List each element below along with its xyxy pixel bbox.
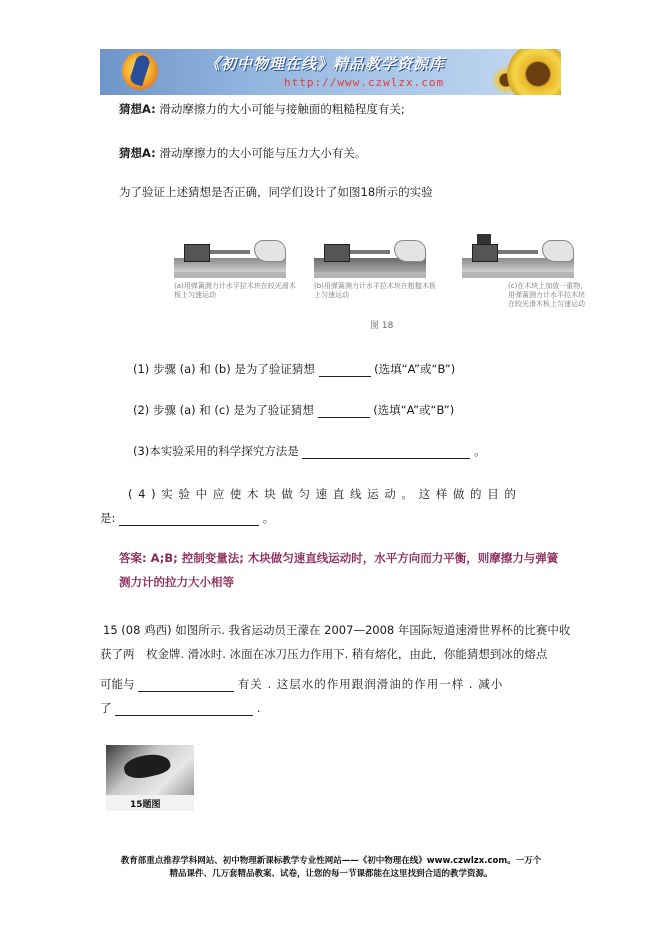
figure-caption: (c)在木块上加放一重物，用弹簧测力计水平拉木块在较光滑木板上匀速运动: [508, 282, 588, 308]
figure-caption: (a)用弹簧测力计水平拉木块在较光滑木板上匀速运动: [174, 282, 296, 299]
wood-block: [472, 244, 498, 262]
spring-scale: [210, 250, 250, 254]
hand-icon: [394, 240, 426, 262]
hypothesis-text: 滑动摩擦力的大小可能与接触面的粗糙程度有关;: [159, 102, 405, 116]
answer-blank[interactable]: [318, 417, 370, 418]
answer-block: [119, 546, 561, 594]
header-banner: [100, 49, 561, 95]
skater-photo: [106, 745, 194, 811]
question-end: 。: [262, 511, 275, 525]
answer-label: 答案:: [119, 551, 147, 565]
photo-caption: 15题图: [130, 800, 161, 810]
figure-caption: (b)用弹簧测力计水平拉木块在粗糙木板上匀速运动: [314, 282, 436, 299]
problem-text: 可能与: [100, 677, 135, 691]
figure-panel-a: [170, 228, 296, 312]
question-text: 是:: [100, 511, 116, 525]
hypothesis-label: 猜想A:: [119, 146, 156, 160]
question-hint: (选填“A”或“B”): [374, 362, 456, 376]
hypothesis-text: 滑动摩擦力的大小可能与压力大小有关。: [159, 146, 367, 160]
hand-icon: [542, 240, 574, 262]
experiment-intro: 为了验证上述猜想是否正确，同学们设计了如图18所示的实验: [119, 185, 433, 199]
footer-line-1: 教育部重点推荐学科网站、初中物理新课标教学专业性网站——《初中物理在线》www.czwlzx.com。一万个: [120, 856, 542, 866]
problem-15-line-3: [100, 676, 503, 692]
board-edge: [462, 272, 574, 278]
footer-line-2: 精品课件、几万套精品教案、试卷，让您的每一节课都能在这里找到合适的教学资源。: [169, 869, 493, 879]
problem-text: 有关 . 这层水的作用跟润滑油的作用一样 . 减小: [237, 677, 504, 691]
banner-title: 《初中物理在线》精品教学资源库: [205, 55, 446, 73]
question-2: [133, 402, 454, 418]
problem-text: .: [256, 701, 261, 715]
wood-block: [324, 244, 350, 262]
figure-18: [170, 228, 598, 338]
answer-blank[interactable]: [119, 525, 259, 526]
answer-blank[interactable]: [319, 376, 371, 377]
figure-label: 图 18: [370, 321, 394, 331]
figure-panel-c: [458, 228, 588, 312]
question-text: (1) 步骤 (a) 和 (b) 是为了验证猜想: [133, 362, 315, 376]
answer-blank[interactable]: [138, 691, 234, 692]
question-3: [133, 443, 486, 459]
question-hint: (选填“A”或“B”): [373, 403, 455, 417]
problem-15-line-1: 15 (08 鸡西) 如图所示. 我省运动员王濛在 2007—2008 年国际短道速滑世界杯的比赛中收: [103, 623, 571, 637]
board-edge: [314, 272, 426, 278]
spring-scale: [350, 250, 390, 254]
hypothesis-a: [119, 101, 405, 117]
question-1: [133, 361, 455, 377]
answer-blank[interactable]: [115, 715, 253, 716]
answer-text: A;B; 控制变量法; 木块做匀速直线运动时，水平方向而力平衡，则摩擦力与弹簧测力计的拉力大小相等: [119, 551, 559, 589]
hypothesis-label: 猜想A:: [119, 102, 156, 116]
question-end: 。: [474, 444, 486, 458]
sunflower-icon: [507, 49, 561, 95]
figure-panel-b: [310, 228, 436, 312]
spring-scale: [498, 250, 538, 254]
hand-icon: [254, 240, 286, 262]
problem-15-line-2: 获了两 枚金牌. 滑冰时. 冰面在冰刀压力作用下. 稍有熔化，由此，你能猜想到冰的熔点: [100, 647, 548, 661]
problem-text: 了: [100, 701, 112, 715]
question-text: (2) 步骤 (a) 和 (c) 是为了验证猜想: [133, 403, 314, 417]
question-4-cont: [100, 510, 274, 526]
question-text: (3)本实验采用的科学探究方法是: [133, 444, 299, 458]
wood-block: [184, 244, 210, 262]
question-4: ( 4 ) 实 验 中 应 使 木 块 做 匀 速 直 线 运 动 。 这 样 做 的 目 的: [128, 487, 517, 501]
answer-blank[interactable]: [302, 458, 470, 459]
board-edge: [174, 272, 286, 278]
problem-15-line-4: [100, 700, 260, 716]
hypothesis-b: [119, 145, 366, 161]
weight-block: [477, 234, 491, 244]
banner-url[interactable]: http://www.czwlzx.com: [284, 76, 445, 89]
